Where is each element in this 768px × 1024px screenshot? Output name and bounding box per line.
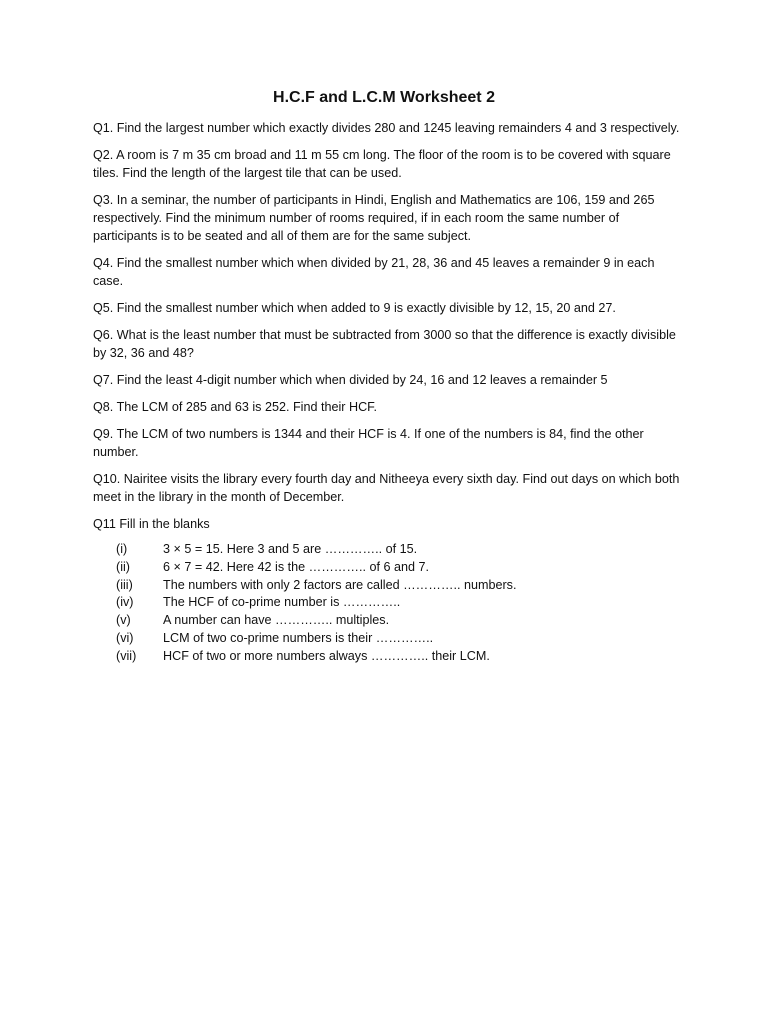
- blank-item: [93, 541, 683, 559]
- question-11-heading: Q11 Fill in the blanks: [93, 517, 210, 531]
- blank-item: [93, 577, 683, 595]
- question-10: Q10. Nairitee visits the library every fourth day and Nitheeya every sixth day. Find out days on which both meet in the library in the month of December.: [93, 472, 680, 504]
- question-7: Q7. Find the least 4-digit number which when divided by 24, 16 and 12 leaves a remainder 5: [93, 373, 608, 387]
- blank-text: LCM of two co-prime numbers is their …………..: [163, 630, 434, 645]
- blank-item: [93, 648, 683, 666]
- blank-text: 6 × 7 = 42. Here 42 is the ………….. of 6 and 7.: [163, 559, 430, 574]
- blank-text: The numbers with only 2 factors are called ………….. numbers.: [163, 577, 517, 592]
- question-3: Q3. In a seminar, the number of participants in Hindi, English and Mathematics are 106, 159 and 265 respectively. Find the minimum number of rooms required, if in each room the same number of participants is to be seated and all of them are for the same subject.: [93, 193, 655, 243]
- question-list: [93, 119, 683, 666]
- blank-number: (iv): [116, 595, 134, 610]
- blank-text: A number can have ………….. multiples.: [163, 613, 390, 628]
- blank-item: [93, 594, 683, 612]
- blank-number: (vi): [116, 630, 134, 645]
- blank-number: (vii): [116, 648, 137, 663]
- question-8: Q8. The LCM of 285 and 63 is 252. Find their HCF.: [93, 400, 377, 414]
- blank-number: (iii): [116, 577, 133, 592]
- question-4: Q4. Find the smallest number which when divided by 21, 28, 36 and 45 leaves a remainder 9 in each case.: [93, 256, 655, 288]
- fill-in-blanks-list: [93, 541, 683, 666]
- blank-item: [93, 559, 683, 577]
- question-1: Q1. Find the largest number which exactly divides 280 and 1245 leaving remainders 4 and 3 respectively.: [93, 121, 680, 135]
- blank-item: [93, 630, 683, 648]
- question-6: Q6. What is the least number that must be subtracted from 3000 so that the difference is exactly divisible by 32, 36 and 48?: [93, 328, 676, 360]
- blank-number: (ii): [116, 559, 130, 574]
- question-9: Q9. The LCM of two numbers is 1344 and their HCF is 4. If one of the numbers is 84, find the other number.: [93, 427, 644, 459]
- blank-text: The HCF of co-prime number is …………..: [163, 595, 401, 610]
- blank-number: (v): [116, 613, 131, 628]
- blank-number: (i): [116, 542, 128, 556]
- question-2: Q2. A room is 7 m 35 cm broad and 11 m 55 cm long. The floor of the room is to be covered with square tiles. Find the length of the largest tile that can be used.: [93, 148, 671, 180]
- blank-item: [93, 612, 683, 630]
- blank-text: 3 × 5 = 15. Here 3 and 5 are ………….. of 15.: [163, 542, 418, 556]
- page-title: H.C.F and L.C.M Worksheet 2: [273, 89, 495, 106]
- question-5: Q5. Find the smallest number which when added to 9 is exactly divisible by 12, 15, 20 and 27.: [93, 301, 616, 315]
- blank-text: HCF of two or more numbers always ………….. their LCM.: [163, 648, 490, 663]
